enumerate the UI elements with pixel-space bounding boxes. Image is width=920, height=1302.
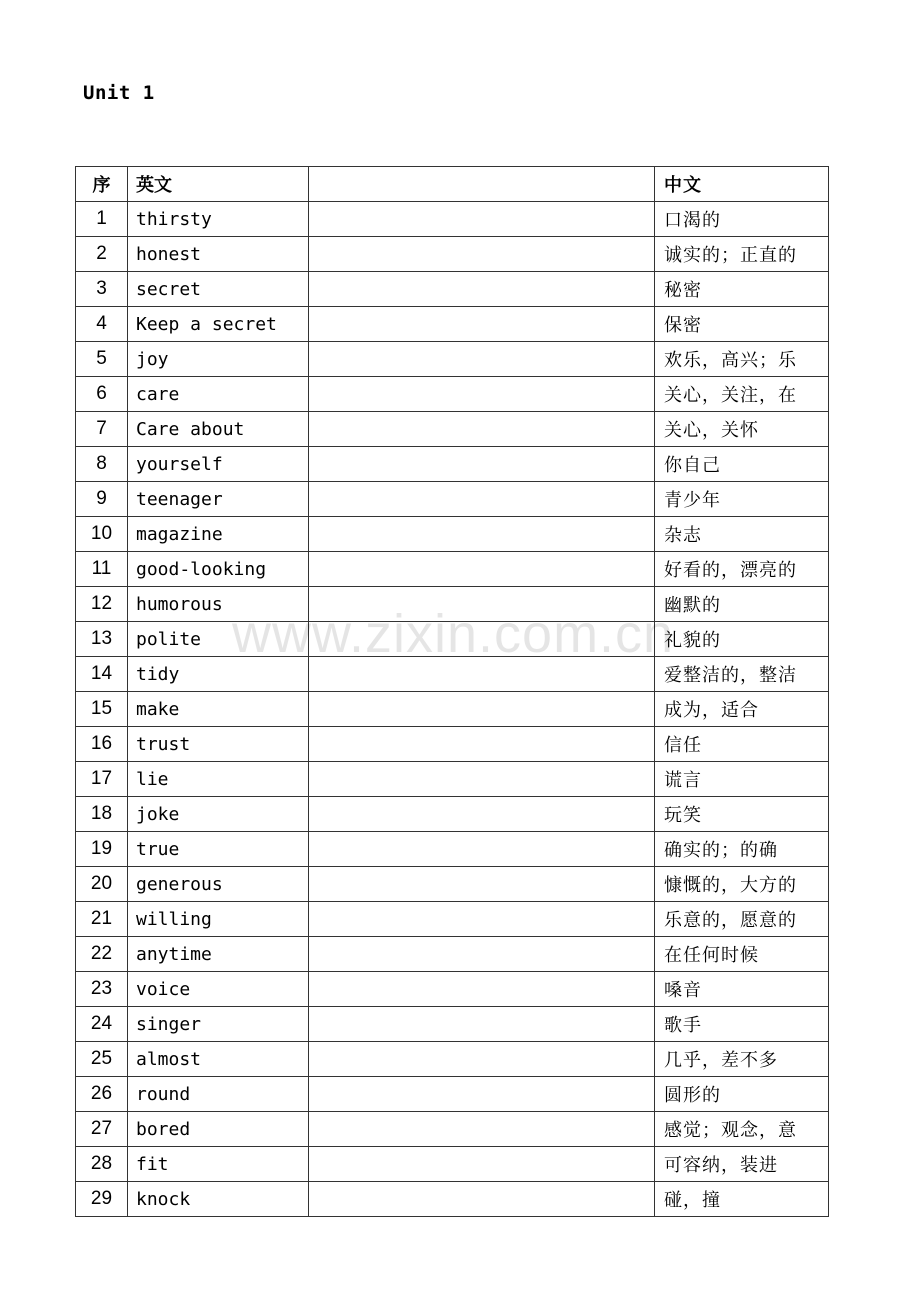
table-body	[76, 202, 829, 1217]
english-word: good-looking	[128, 552, 309, 587]
table-row	[76, 622, 829, 657]
chinese-meaning: 歌手	[655, 1007, 829, 1042]
english-word: secret	[128, 272, 309, 307]
table-row	[76, 1182, 829, 1217]
english-word: polite	[128, 622, 309, 657]
chinese-meaning: 礼貌的	[655, 622, 829, 657]
english-word: yourself	[128, 447, 309, 482]
table-row	[76, 342, 829, 377]
row-number: 1	[76, 202, 128, 237]
row-number: 4	[76, 307, 128, 342]
table-row	[76, 972, 829, 1007]
chinese-meaning: 你自己	[655, 447, 829, 482]
page-heading: Unit 1	[83, 82, 155, 104]
chinese-meaning: 关心，关怀	[655, 412, 829, 447]
chinese-meaning: 幽默的	[655, 587, 829, 622]
chinese-meaning: 信任	[655, 727, 829, 762]
row-number: 19	[76, 832, 128, 867]
chinese-meaning: 玩笑	[655, 797, 829, 832]
table-row	[76, 1007, 829, 1042]
row-number: 7	[76, 412, 128, 447]
blank-cell	[309, 342, 655, 377]
english-word: tidy	[128, 657, 309, 692]
chinese-meaning: 诚实的；正直的	[655, 237, 829, 272]
chinese-meaning: 口渴的	[655, 202, 829, 237]
blank-cell	[309, 692, 655, 727]
chinese-meaning: 感觉；观念，意	[655, 1112, 829, 1147]
chinese-meaning: 青少年	[655, 482, 829, 517]
table-header-row	[76, 167, 829, 202]
table-row	[76, 1112, 829, 1147]
row-number: 26	[76, 1077, 128, 1112]
blank-cell	[309, 867, 655, 902]
blank-cell	[309, 552, 655, 587]
table-row	[76, 517, 829, 552]
chinese-meaning: 在任何时候	[655, 937, 829, 972]
english-word: make	[128, 692, 309, 727]
table-row	[76, 692, 829, 727]
row-number: 17	[76, 762, 128, 797]
blank-cell	[309, 762, 655, 797]
blank-cell	[309, 1042, 655, 1077]
chinese-meaning: 几乎，差不多	[655, 1042, 829, 1077]
blank-cell	[309, 587, 655, 622]
english-word: magazine	[128, 517, 309, 552]
english-word: humorous	[128, 587, 309, 622]
row-number: 10	[76, 517, 128, 552]
blank-cell	[309, 832, 655, 867]
table-row	[76, 762, 829, 797]
english-word: lie	[128, 762, 309, 797]
row-number: 16	[76, 727, 128, 762]
english-word: willing	[128, 902, 309, 937]
table-row	[76, 482, 829, 517]
row-number: 3	[76, 272, 128, 307]
row-number: 27	[76, 1112, 128, 1147]
blank-cell	[309, 902, 655, 937]
chinese-meaning: 杂志	[655, 517, 829, 552]
table-row	[76, 412, 829, 447]
table-row	[76, 937, 829, 972]
chinese-meaning: 秘密	[655, 272, 829, 307]
chinese-meaning: 成为，适合	[655, 692, 829, 727]
english-word: generous	[128, 867, 309, 902]
header-english: 英文	[128, 167, 309, 202]
blank-cell	[309, 937, 655, 972]
chinese-meaning: 爱整洁的，整洁	[655, 657, 829, 692]
chinese-meaning: 欢乐，高兴；乐	[655, 342, 829, 377]
chinese-meaning: 乐意的，愿意的	[655, 902, 829, 937]
chinese-meaning: 碰，撞	[655, 1182, 829, 1217]
table-row	[76, 867, 829, 902]
english-word: care	[128, 377, 309, 412]
english-word: bored	[128, 1112, 309, 1147]
table-row	[76, 727, 829, 762]
row-number: 18	[76, 797, 128, 832]
vocabulary-table	[75, 166, 829, 1217]
row-number: 25	[76, 1042, 128, 1077]
row-number: 6	[76, 377, 128, 412]
table-row	[76, 377, 829, 412]
header-chinese: 中文	[655, 167, 829, 202]
row-number: 28	[76, 1147, 128, 1182]
table-row	[76, 1077, 829, 1112]
table-row	[76, 657, 829, 692]
blank-cell	[309, 1077, 655, 1112]
chinese-meaning: 圆形的	[655, 1077, 829, 1112]
row-number: 2	[76, 237, 128, 272]
table-row	[76, 1147, 829, 1182]
table-row	[76, 1042, 829, 1077]
english-word: anytime	[128, 937, 309, 972]
blank-cell	[309, 272, 655, 307]
row-number: 23	[76, 972, 128, 1007]
chinese-meaning: 可容纳，装进	[655, 1147, 829, 1182]
table-row	[76, 307, 829, 342]
row-number: 21	[76, 902, 128, 937]
blank-cell	[309, 797, 655, 832]
chinese-meaning: 保密	[655, 307, 829, 342]
chinese-meaning: 关心，关注，在	[655, 377, 829, 412]
header-number: 序	[76, 167, 128, 202]
row-number: 24	[76, 1007, 128, 1042]
blank-cell	[309, 1147, 655, 1182]
english-word: voice	[128, 972, 309, 1007]
row-number: 22	[76, 937, 128, 972]
english-word: Care about	[128, 412, 309, 447]
table-row	[76, 447, 829, 482]
row-number: 29	[76, 1182, 128, 1217]
table-row	[76, 797, 829, 832]
english-word: joy	[128, 342, 309, 377]
blank-cell	[309, 517, 655, 552]
chinese-meaning: 好看的，漂亮的	[655, 552, 829, 587]
table-row	[76, 237, 829, 272]
chinese-meaning: 谎言	[655, 762, 829, 797]
english-word: knock	[128, 1182, 309, 1217]
row-number: 13	[76, 622, 128, 657]
table-row	[76, 587, 829, 622]
english-word: singer	[128, 1007, 309, 1042]
table-row	[76, 552, 829, 587]
chinese-meaning: 确实的；的确	[655, 832, 829, 867]
blank-cell	[309, 377, 655, 412]
blank-cell	[309, 1182, 655, 1217]
english-word: almost	[128, 1042, 309, 1077]
row-number: 8	[76, 447, 128, 482]
english-word: round	[128, 1077, 309, 1112]
row-number: 5	[76, 342, 128, 377]
chinese-meaning: 慷慨的，大方的	[655, 867, 829, 902]
blank-cell	[309, 622, 655, 657]
blank-cell	[309, 482, 655, 517]
english-word: trust	[128, 727, 309, 762]
english-word: Keep a secret	[128, 307, 309, 342]
english-word: true	[128, 832, 309, 867]
row-number: 9	[76, 482, 128, 517]
blank-cell	[309, 237, 655, 272]
english-word: thirsty	[128, 202, 309, 237]
watermark: www.zixin.com.cn	[232, 604, 675, 664]
blank-cell	[309, 202, 655, 237]
table-row	[76, 272, 829, 307]
english-word: teenager	[128, 482, 309, 517]
header-blank	[309, 167, 655, 202]
row-number: 20	[76, 867, 128, 902]
table-row	[76, 202, 829, 237]
blank-cell	[309, 412, 655, 447]
english-word: joke	[128, 797, 309, 832]
row-number: 11	[76, 552, 128, 587]
blank-cell	[309, 1112, 655, 1147]
blank-cell	[309, 307, 655, 342]
blank-cell	[309, 1007, 655, 1042]
blank-cell	[309, 727, 655, 762]
blank-cell	[309, 657, 655, 692]
table-row	[76, 832, 829, 867]
blank-cell	[309, 972, 655, 1007]
row-number: 12	[76, 587, 128, 622]
row-number: 14	[76, 657, 128, 692]
row-number: 15	[76, 692, 128, 727]
table-row	[76, 902, 829, 937]
blank-cell	[309, 447, 655, 482]
english-word: fit	[128, 1147, 309, 1182]
english-word: honest	[128, 237, 309, 272]
chinese-meaning: 嗓音	[655, 972, 829, 1007]
